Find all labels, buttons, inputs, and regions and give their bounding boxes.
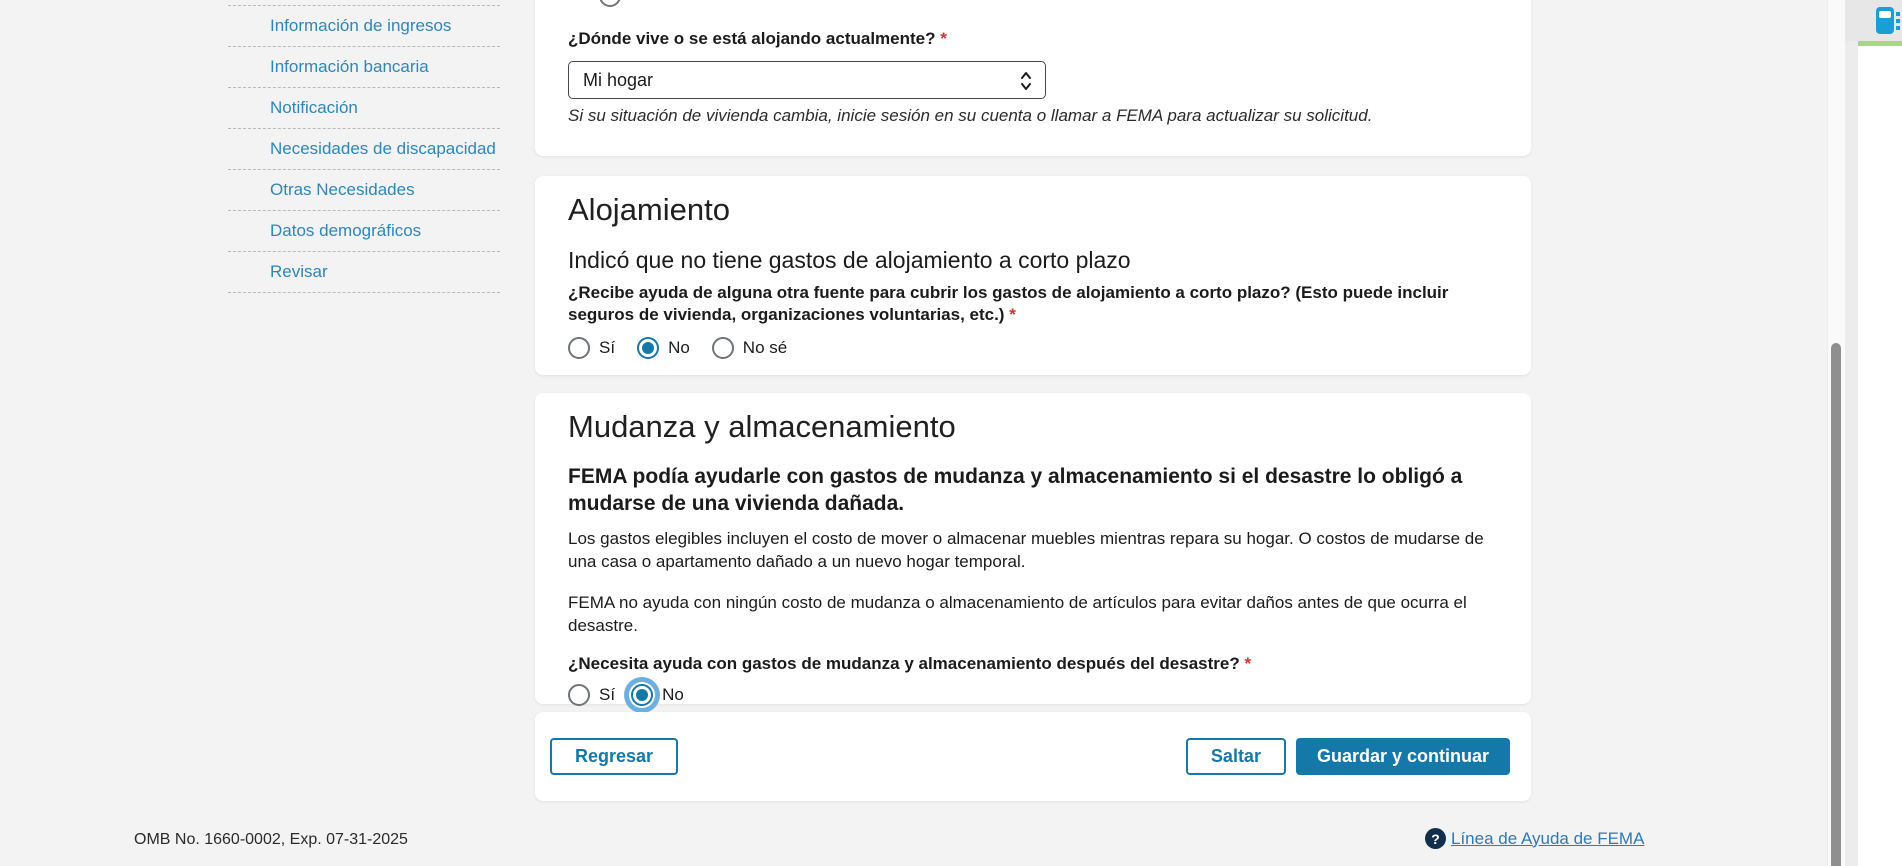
radio-label: No (662, 685, 684, 704)
moving-paragraph-1: Los gastos elegibles incluyen el costo de mover o almacenar muebles mientras repara su hogar. O costos de mudarse de una casa o apartamento dañado a un nuevo hogar temporal. (568, 529, 1484, 571)
truncated-radio-button[interactable] (599, 0, 621, 7)
radio-button[interactable] (568, 684, 590, 706)
radio-label: Sí (599, 685, 616, 704)
sidebar-item-label: Datos demográficos (270, 221, 422, 240)
moving-option-si[interactable] (568, 684, 615, 706)
actions-right-group (1186, 738, 1510, 775)
moving-radio-group (568, 683, 1498, 707)
radio-button[interactable] (712, 337, 734, 359)
form-steps-sidebar (228, 5, 500, 293)
sidebar-item-label: Revisar (270, 262, 328, 281)
truncated-radio-row (568, 0, 1498, 7)
moving-paragraph-2: FEMA no ayuda con ningún costo de mudanza o almacenamiento de artículos para evitar daños antes de que ocurra el desastre. (568, 593, 1467, 635)
question-mark-icon: ? (1425, 828, 1446, 849)
sidebar-item-label: Información bancaria (270, 57, 429, 76)
sidebar-item-label: Información de ingresos (270, 16, 452, 35)
sidebar-item-revisar[interactable] (228, 252, 500, 293)
sidebar-item-informacion-de-ingresos[interactable] (228, 6, 500, 47)
actions-bar (535, 712, 1531, 801)
required-asterisk: * (1009, 305, 1016, 324)
sidebar-item-informacion-bancaria[interactable] (228, 47, 500, 88)
fema-helpline (1425, 828, 1644, 849)
radio-button-selected-focused[interactable] (631, 684, 653, 706)
housing-select-value: Mi hogar (583, 69, 654, 90)
lodging-question-label: ¿Recibe ayuda de alguna otra fuente para cubrir los gastos de alojamiento a corto plazo? (Esto puede incluir seguros de vivienda, organizaciones voluntarias, etc.) * (568, 283, 1449, 324)
scrollbar-thumb[interactable] (1831, 343, 1841, 866)
overflow-dots-icon[interactable] (1896, 12, 1900, 33)
moving-title: Mudanza y almacenamiento (568, 409, 956, 444)
radio-label: No sé (742, 338, 788, 357)
omb-number-text: OMB No. 1660-0002, Exp. 07-31-2025 (134, 831, 408, 848)
lodging-title: Alojamiento (568, 192, 730, 227)
radio-button-selected[interactable] (637, 337, 659, 359)
moving-option-no[interactable] (631, 684, 684, 706)
moving-question-label: ¿Necesita ayuda con gastos de mudanza y almacenamiento después del desastre? * (568, 654, 1252, 673)
select-chevrons-icon (1019, 70, 1033, 97)
lodging-option-no[interactable] (637, 337, 690, 359)
lodging-option-si[interactable] (568, 337, 615, 359)
journal-extension-icon[interactable] (1876, 7, 1894, 34)
side-panel-body (1858, 46, 1902, 866)
required-asterisk: * (940, 29, 947, 48)
lodging-radio-group (568, 336, 1498, 360)
back-button[interactable]: Regresar (550, 738, 678, 775)
skip-button[interactable]: Saltar (1186, 738, 1286, 775)
moving-storage-card (535, 393, 1531, 704)
housing-helper-text: Si su situación de vivienda cambia, inicie sesión en su cuenta o llamar a FEMA para actualizar su solicitud. (568, 106, 1373, 125)
current-housing-card (535, 0, 1531, 156)
lodging-subtitle: Indicó que no tiene gastos de alojamiento a corto plazo (568, 247, 1131, 273)
fema-helpline-link[interactable]: Línea de Ayuda de FEMA (1451, 828, 1645, 848)
radio-label: No (668, 338, 690, 357)
sidebar-item-label: Necesidades de discapacidad (270, 139, 496, 158)
sidebar-item-necesidades-de-discapacidad[interactable] (228, 129, 500, 170)
moving-lead-text: FEMA podía ayudarle con gastos de mudanza y almacenamiento si el desastre lo obligó a mudarse de una vivienda dañada. (568, 465, 1463, 515)
save-continue-button[interactable]: Guardar y continuar (1296, 738, 1510, 775)
radio-label: Sí (599, 338, 616, 357)
sidebar-item-label: Otras Necesidades (270, 180, 415, 199)
radio-button[interactable] (568, 337, 590, 359)
sidebar-item-datos-demograficos[interactable] (228, 211, 500, 252)
lodging-option-no-se[interactable] (712, 337, 787, 359)
housing-question-label: ¿Dónde vive o se está alojando actualmente? * (568, 29, 947, 48)
sidebar-item-notificacion[interactable] (228, 88, 500, 129)
required-asterisk: * (1244, 654, 1252, 673)
housing-select[interactable] (568, 61, 1046, 99)
lodging-card (535, 176, 1531, 375)
sidebar-item-otras-necesidades[interactable] (228, 170, 500, 211)
sidebar-item-label: Notificación (270, 98, 358, 117)
